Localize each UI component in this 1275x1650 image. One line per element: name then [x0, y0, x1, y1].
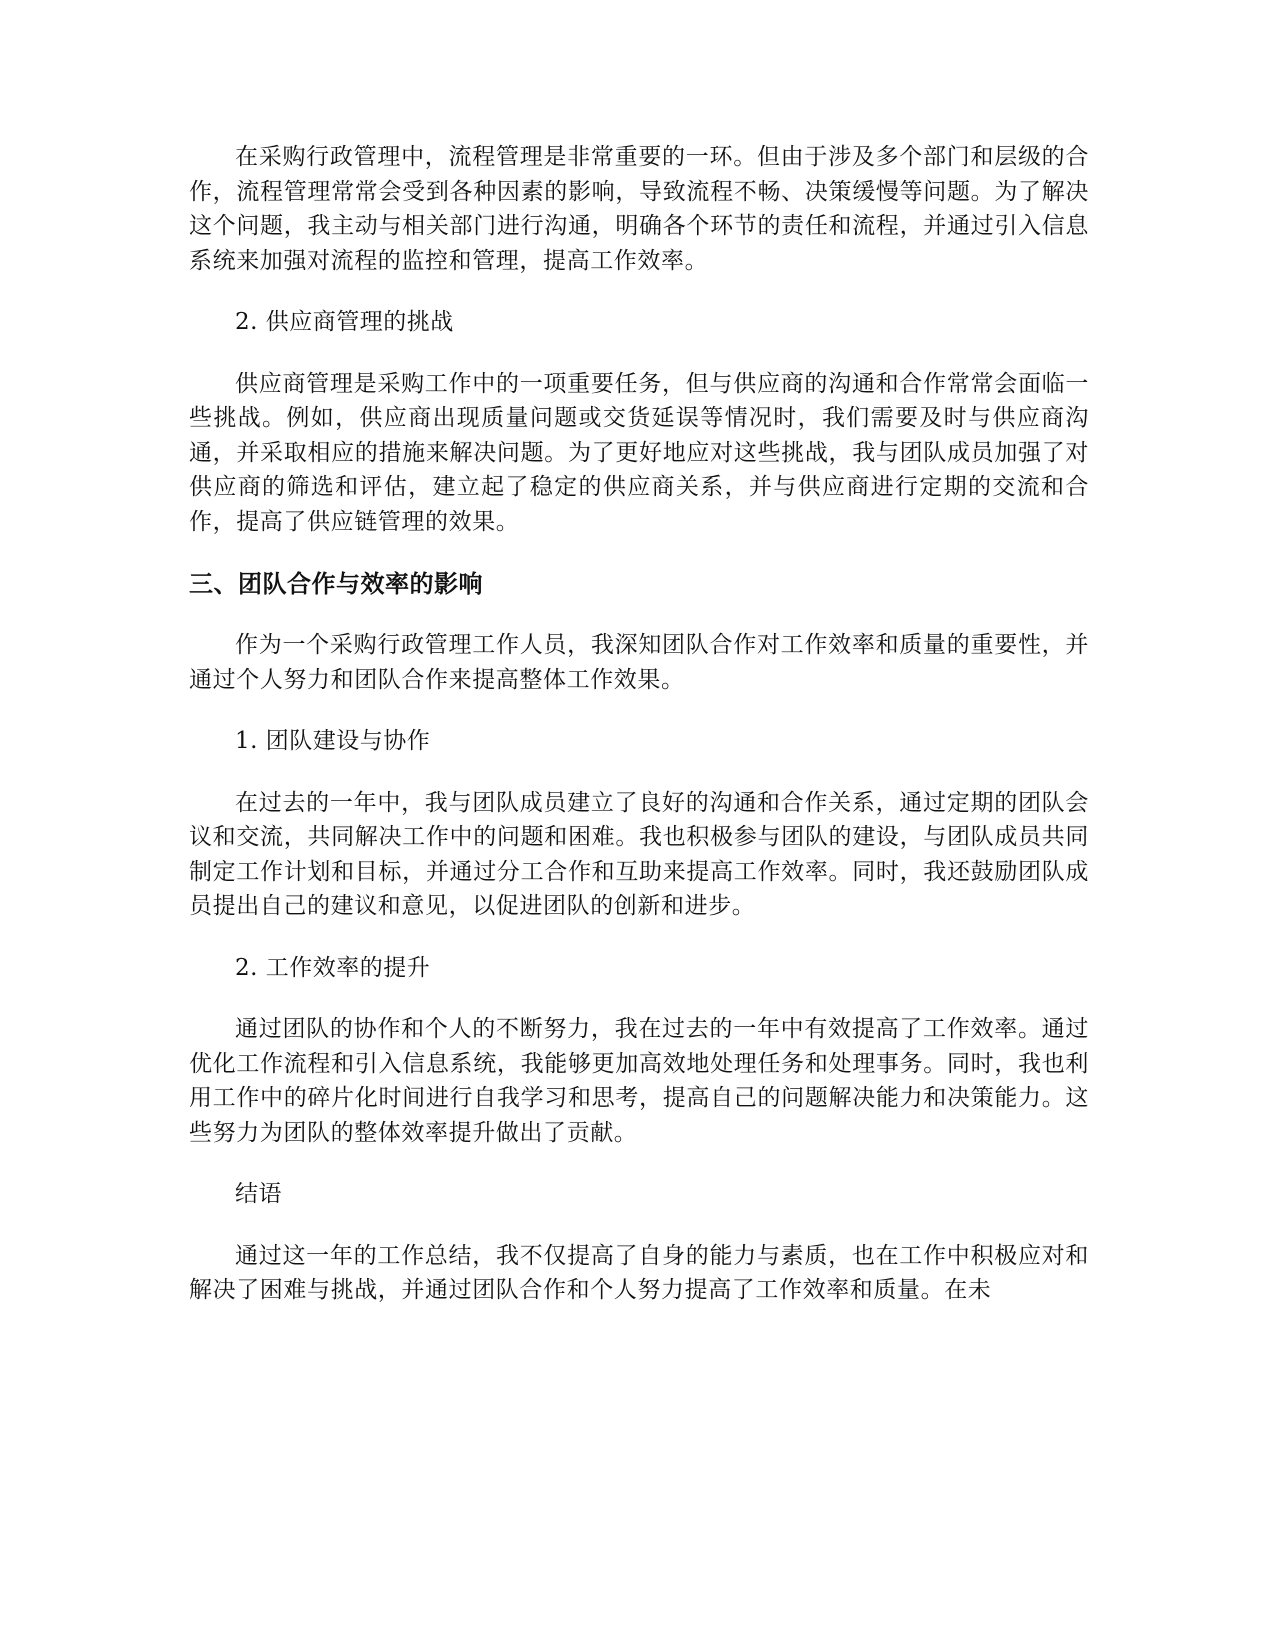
subheading-supplier-challenge: 2. 供应商管理的挑战 [235, 309, 454, 335]
paragraph-process-management: 在采购行政管理中，流程管理是非常重要的一环。但由于涉及多个部门和层级的合作，流程管理常常会受到各种因素的影响，导致流程不畅、决策缓慢等问题。为了解决这个问题，我主动与相关部门进行沟通，明确各个环节的责任和流程，并通过引入信息系统来加强对流程的监控和管理，提高工作效率。 [189, 144, 1089, 274]
section-heading-teamwork: 三、团队合作与效率的影响 [189, 570, 483, 598]
paragraph-teamwork-intro: 作为一个采购行政管理工作人员，我深知团队合作对工作效率和质量的重要性，并通过个人努力和团队合作来提高整体工作效果。 [189, 632, 1089, 693]
paragraph-efficiency: 通过团队的协作和个人的不断努力，我在过去的一年中有效提高了工作效率。通过优化工作流程和引入信息系统，我能够更加高效地处理任务和处理事务。同时，我也利用工作中的碎片化时间进行自我学习和思考，提高自己的问题解决能力和决策能力。这些努力为团队的整体效率提升做出了贡献。 [189, 1016, 1089, 1146]
subheading-team-building: 1. 团队建设与协作 [235, 728, 431, 754]
paragraph-supplier-management: 供应商管理是采购工作中的一项重要任务，但与供应商的沟通和合作常常会面临一些挑战。例如，供应商出现质量问题或交货延误等情况时，我们需要及时与供应商沟通，并采取相应的措施来解决问题。为了更好地应对这些挑战，我与团队成员加强了对供应商的筛选和评估，建立起了稳定的供应商关系，并与供应商进行定期的交流和合作，提高了供应链管理的效果。 [189, 370, 1089, 535]
subheading-efficiency: 2. 工作效率的提升 [235, 954, 431, 981]
subheading-conclusion: 结语 [235, 1181, 282, 1207]
paragraph-team-building: 在过去的一年中，我与团队成员建立了良好的沟通和合作关系，通过定期的团队会议和交流，共同解决工作中的问题和困难。我也积极参与团队的建设，与团队成员共同制定工作计划和目标，并通过分工合作和互助来提高工作效率。同时，我还鼓励团队成员提出自己的建议和意见，以促进团队的创新和进步。 [189, 789, 1089, 919]
document-page [189, 140, 1089, 1308]
paragraph-conclusion: 通过这一年的工作总结，我不仅提高了自身的能力与素质，也在工作中积极应对和解决了困难与挑战，并通过团队合作和个人努力提高了工作效率和质量。在未 [189, 1242, 1089, 1303]
